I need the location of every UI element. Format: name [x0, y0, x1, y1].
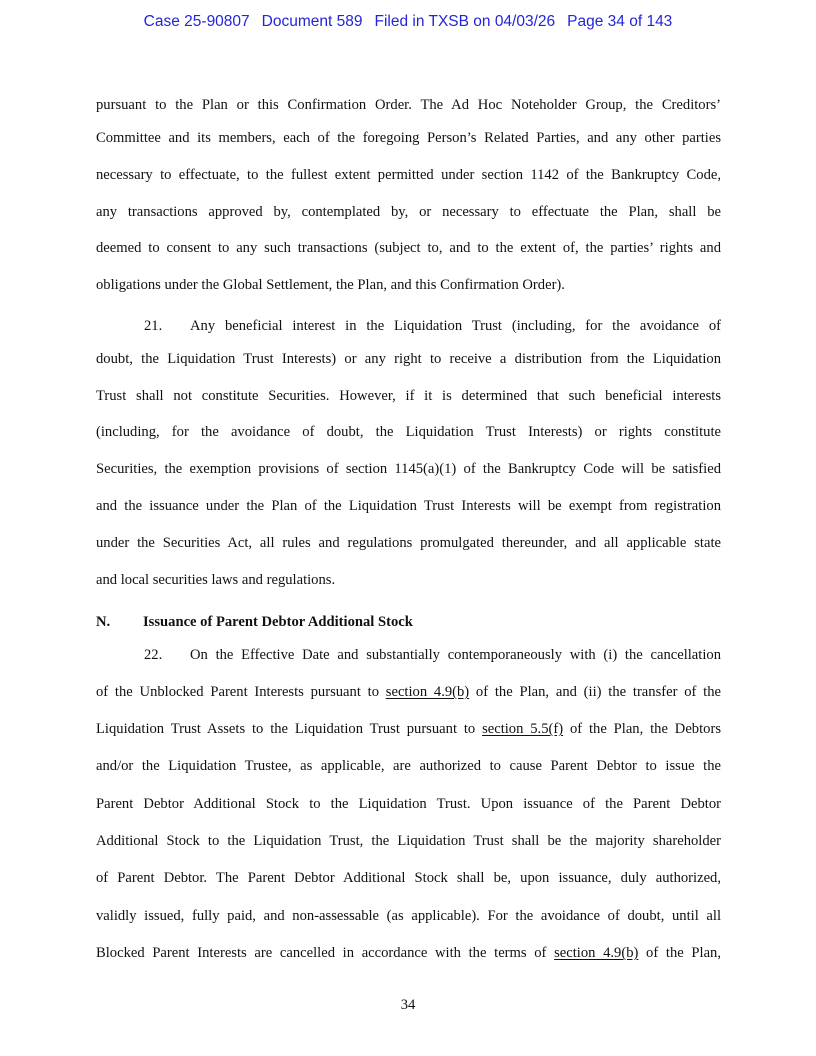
text-line: doubt, the Liquidation Trust Interests) or any right to receive a distribution from the Liquidation [96, 351, 721, 367]
case-number: Case 25-90807 [143, 13, 250, 30]
text-segment: of the Plan, [638, 945, 721, 961]
text-line: and local securities laws and regulations. [96, 572, 336, 588]
text-line: and/or the Liquidation Trustee, as applicable, are authorized to cause Parent Debtor to issue the [96, 758, 721, 774]
section-reference-link[interactable]: section 4.9(b) [554, 945, 639, 961]
text-segment: On the Effective Date and substantially contemporaneously with (i) the cancellation [190, 647, 721, 663]
text-line: deemed to consent to any such transactions (subject to, and to the extent of, the parties’ rights and [96, 240, 721, 256]
section-letter: N. [96, 614, 111, 630]
text-segment: Liquidation Trust Assets to the Liquidation Trust pursuant to [96, 721, 483, 737]
paragraph-22-first-line [96, 645, 721, 665]
text-line [96, 719, 721, 739]
page-number: 34 [400, 997, 416, 1013]
section-reference-link[interactable]: section 5.5(f) [482, 721, 564, 737]
text-line: Parent Debtor Additional Stock to the Liquidation Trust. Upon issuance of the Parent Debtor [96, 796, 721, 812]
text-segment: Any beneficial interest in the Liquidation Trust (including, for the avoidance of [190, 318, 721, 334]
filed-info: Filed in TXSB on 04/03/26 [374, 13, 556, 30]
filing-header [0, 13, 816, 31]
section-title: Issuance of Parent Debtor Additional Stock [143, 614, 413, 630]
text-line [96, 943, 721, 963]
text-line: Securities, the exemption provisions of section 1145(a)(1) of the Bankruptcy Code will be satisfied [96, 461, 721, 477]
text-segment: of the Unblocked Parent Interests pursuant to [96, 684, 386, 700]
text-line: validly issued, fully paid, and non-assessable (as applicable). For the avoidance of doubt, until all [96, 908, 721, 924]
text-line: and the issuance under the Plan of the Liquidation Trust Interests will be exempt from registration [96, 498, 721, 514]
text-line: obligations under the Global Settlement, the Plan, and this Confirmation Order). [96, 277, 565, 293]
text-segment: of the Plan, the Debtors [563, 721, 721, 737]
section-heading [96, 612, 721, 632]
paragraph-number: 21. [144, 318, 163, 334]
text-segment: Blocked Parent Interests are cancelled in accordance with the terms of [96, 945, 555, 961]
text-line: (including, for the avoidance of doubt, the Liquidation Trust Interests) or rights constitute [96, 424, 721, 440]
text-line: Committee and its members, each of the foregoing Person’s Related Parties, and any other parties [96, 130, 721, 146]
text-line: under the Securities Act, all rules and regulations promulgated thereunder, and all applicable state [96, 535, 721, 551]
text-line: Trust shall not constitute Securities. However, if it is determined that such beneficial interests [96, 388, 721, 404]
text-line: of Parent Debtor. The Parent Debtor Additional Stock shall be, upon issuance, duly authorized, [96, 870, 721, 886]
text-line: Additional Stock to the Liquidation Trust, the Liquidation Trust shall be the majority shareholder [96, 833, 721, 849]
text-line [96, 682, 721, 702]
text-line: any transactions approved by, contemplated by, or necessary to effectuate the Plan, shall be [96, 204, 721, 220]
page-info: Page 34 of 143 [567, 13, 673, 30]
text-line: pursuant to the Plan or this Confirmation Order. The Ad Hoc Noteholder Group, the Creditors’ [96, 97, 721, 113]
paragraph-number: 22. [144, 647, 163, 663]
paragraph-21-first-line [96, 316, 721, 336]
document-number: Document 589 [261, 13, 363, 30]
section-reference-link[interactable]: section 4.9(b) [385, 684, 470, 700]
text-segment: of the Plan, and (ii) the transfer of the [469, 684, 721, 700]
text-line: necessary to effectuate, to the fullest extent permitted under section 1142 of the Bankruptcy Code, [96, 167, 721, 183]
